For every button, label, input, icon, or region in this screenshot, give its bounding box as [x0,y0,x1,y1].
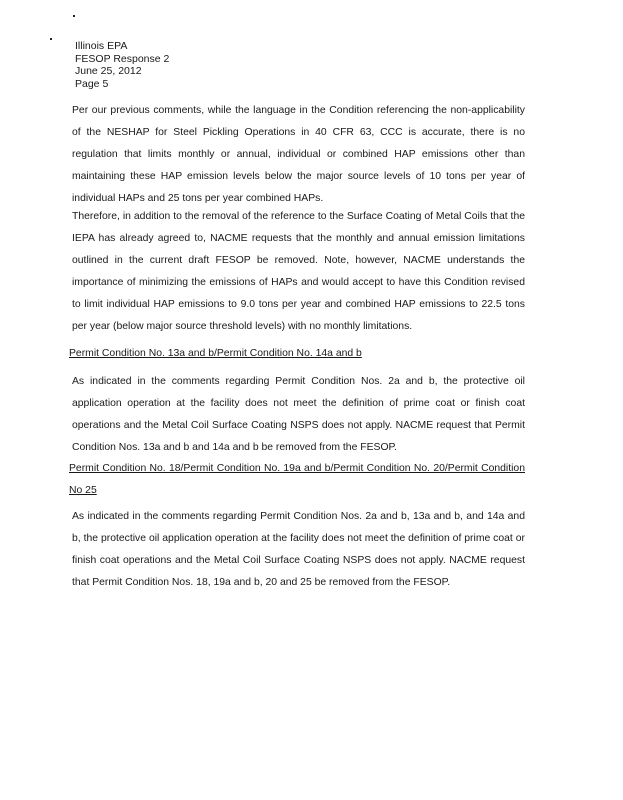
header-recipient: Illinois EPA [75,40,128,52]
header-date: June 25, 2012 [75,65,142,77]
header-subject: FESOP Response 2 [75,52,170,65]
section-heading-13-14: Permit Condition No. 13a and b/Permit Condition No. 14a and b [69,348,362,359]
section-heading-18-25: Permit Condition No. 18/Permit Condition No. 19a and b/Permit Condition No. 20/Permit Condition No 25 [69,463,525,496]
letter-header [75,40,169,90]
scan-speck [50,38,52,40]
paragraph-condition-18-25: As indicated in the comments regarding Permit Condition Nos. 2a and b, 13a and b, and 14a and b, the protective oil application operation at the facility does not meet the definition of prime coat or finish coat operations and the Metal Coil Surface Coating NSPS does not apply. NACME request that Permit Condition Nos. 18, 19a and b, 20 and 25 be removed from the FESOP. [72,511,525,588]
paragraph-hap-limits: Therefore, in addition to the removal of the reference to the Surface Coating of Metal Coils that the IEPA has already agreed to, NACME requests that the monthly and annual emission limitations outlined in the current draft FESOP be removed. Note, however, NACME understands the importance of minimizing the emissions of HAPs and would accept to have this Condition revised to limit individual HAP emissions to 9.0 tons per year and combined HAP emissions to 22.5 tons per year (below major source threshold levels) with no monthly limitations. [72,211,525,332]
paragraph-condition-13-14: As indicated in the comments regarding Permit Condition Nos. 2a and b, the protective oil application operation at the facility does not meet the definition of prime coat or finish coat operations and the Metal Coil Surface Coating NSPS does not apply. NACME request that Permit Condition Nos. 13a and b and 14a and b be removed from the FESOP. [72,376,525,453]
header-page-number: Page 5 [75,77,109,90]
paragraph-neshap: Per our previous comments, while the language in the Condition referencing the non-applicability of the NESHAP for Steel Pickling Operations in 40 CFR 63, CCC is accurate, there is no regulation that limits monthly or annual, individual or combined HAP emissions other than maintaining these HAP emission levels below the major source levels of 10 tons per year of individual HAPs and 25 tons per year combined HAPs. [72,105,525,204]
scan-speck [73,15,75,17]
